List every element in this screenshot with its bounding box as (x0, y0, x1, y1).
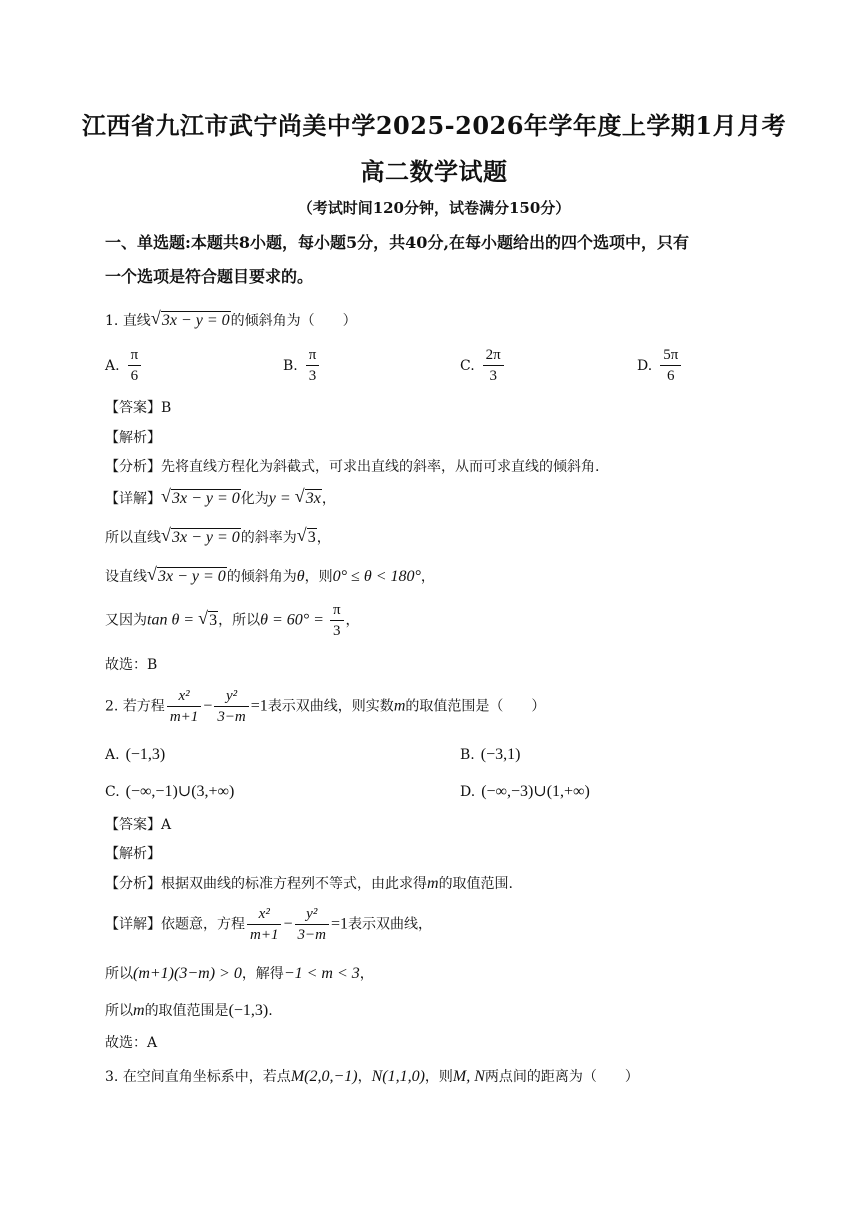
q2-answer: 【答案】A (105, 817, 172, 833)
q1-answer: 【答案】B (105, 400, 172, 416)
q2-detail-line1: 【详解】依题意，方程 $\frac{\text{x²}}{m+1}$ − $\frac{\text{y²}}{3-m}$ =1表示双曲线， (105, 906, 432, 943)
q2-option-c[interactable]: C. (−∞,−1)∪(3,+∞) (105, 783, 235, 800)
q1-choose: 故选：B (105, 657, 158, 673)
section-heading-line1: 一、单选题:本题共8小题，每小题5分，共40分,在每小题给出的四个选项中，只有 (105, 233, 690, 252)
q1-option-c[interactable]: C. $\frac{2\pi}{3}$ (460, 345, 506, 386)
q1-option-a[interactable]: A. $\frac{\pi}{6}$ (105, 345, 143, 386)
q2-option-d[interactable]: D. (−∞,−3)∪(1,+∞) (460, 783, 590, 800)
q2-option-b[interactable]: B. (−3,1) (460, 746, 521, 763)
q1-detail-line1: 【详解】√ 3x − y = 0化为y = √ 3x， (105, 488, 336, 508)
q2-detail-line3: 所以m的取值范围是(−1,3). (105, 1002, 273, 1019)
q1-stem-suffix: 的倾斜角为（ ） (230, 313, 357, 329)
q2-analysis-tag: 【解析】 (105, 846, 161, 862)
q1-stem-prefix: 直线 (122, 313, 151, 329)
q1-detail-line4: 又因为tan θ = √ 3，所以θ = 60° = $\frac{\pi}{3}$ ， (105, 600, 360, 641)
q2-choose: 故选：A (105, 1035, 158, 1051)
q2-fenxi: 【分析】根据双曲线的标准方程列不等式，由此求得m的取值范围. (105, 875, 514, 892)
q1-number: 1. (105, 313, 119, 329)
q2-stem: 2. 若方程 $\frac{\text{x²}}{m+1}$ − $\frac{\text{y²}}{3-m}$ =1表示双曲线，则实数m的取值范围是（ ） (105, 688, 546, 725)
q1-fenxi: 【分析】先将直线方程化为斜截式，可求出直线的斜率，从而可求直线的倾斜角. (105, 459, 600, 475)
exam-title-line2: 高二数学试题 (360, 157, 508, 186)
q1-option-b[interactable]: B. $\frac{\pi}{3}$ (283, 345, 321, 386)
q1-stem (105, 310, 357, 330)
exam-subtitle: （考试时间120分钟，试卷满分150分） (297, 199, 571, 217)
q1-detail-line2: 所以直线√ 3x − y = 0的斜率为√ 3， (105, 527, 331, 547)
q1-analysis-tag: 【解析】 (105, 430, 161, 446)
q3-stem: 3. 在空间直角坐标系中，若点M(2,0,−1)，N(1,1,0)，则M, N两点间的距离为（ ） (105, 1068, 639, 1085)
exam-title-line1: 江西省九江市武宁尚美中学2025-2026年学年度上学期1月月考 (81, 111, 787, 140)
q2-detail-line2: 所以(m+1)(3−m) > 0，解得−1 < m < 3， (105, 965, 374, 982)
q1-detail-line3: 设直线√ 3x − y = 0的倾斜角为θ，则0° ≤ θ < 180°， (105, 566, 435, 586)
section-heading (105, 226, 765, 294)
section-heading-line2: 一个选项是符合题目要求的。 (105, 267, 314, 286)
q1-option-d[interactable]: D. $\frac{5\pi}{6}$ (637, 345, 683, 386)
q1-stem-eq: √ 3x − y = 0 (151, 311, 231, 330)
q2-option-a[interactable]: A. (−1,3) (105, 746, 166, 763)
